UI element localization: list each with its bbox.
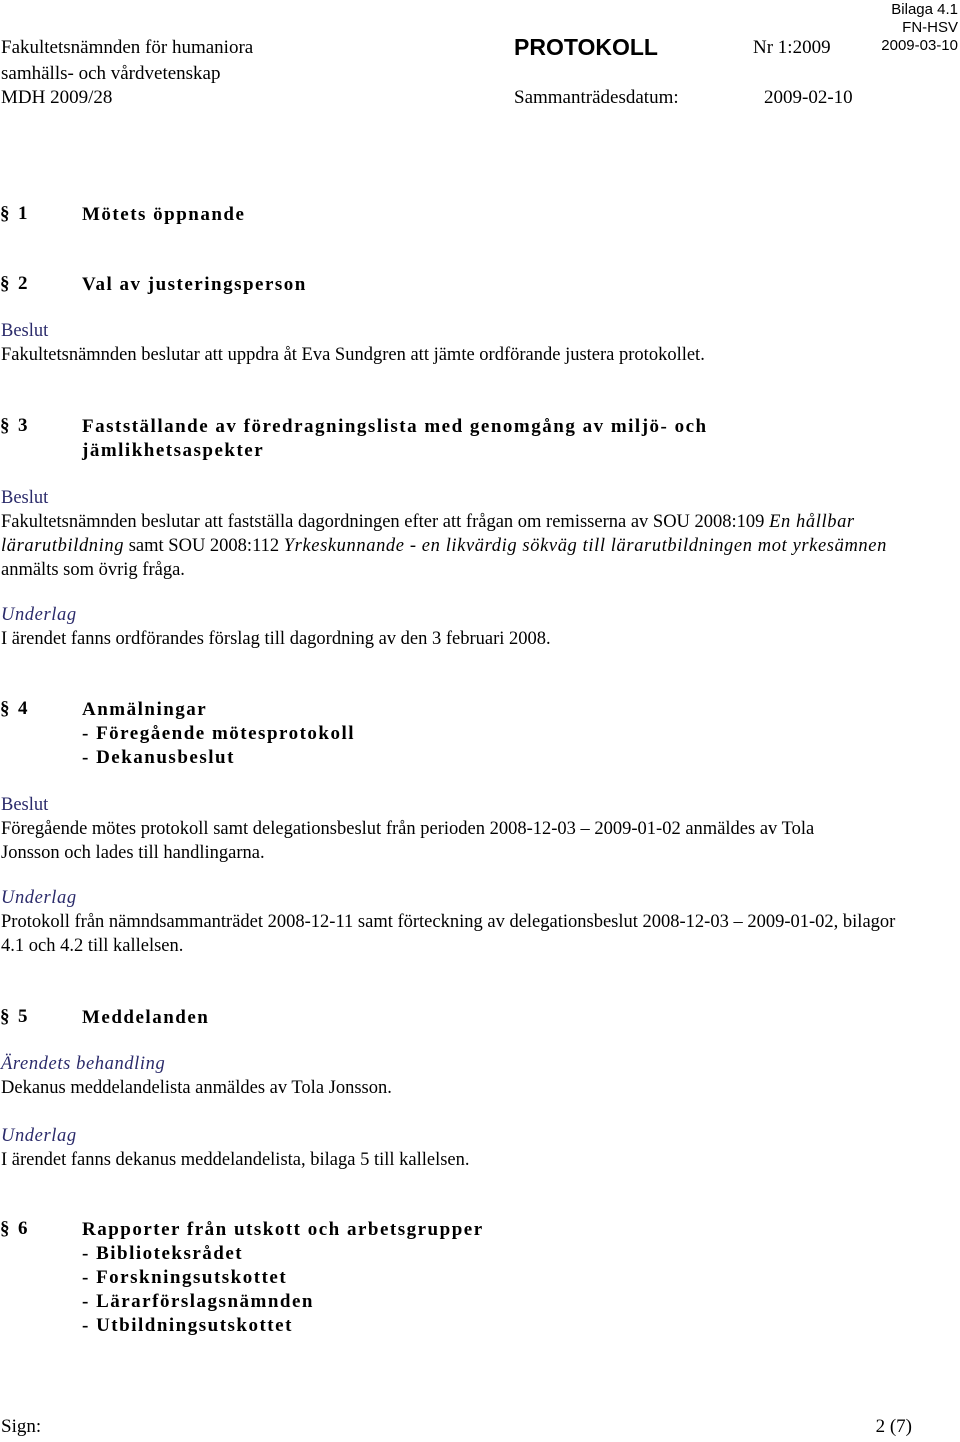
registry-number: MDH 2009/28 bbox=[1, 87, 113, 108]
section-title-line-1: Anmälningar bbox=[82, 699, 208, 720]
underlag-label: Underlag bbox=[1, 1126, 77, 1146]
section-symbol: § bbox=[0, 273, 11, 294]
underlag-label: Underlag bbox=[1, 888, 77, 908]
underlag-text: I ärendet fanns ordförandes förslag till dagordning av den 3 februari 2008. bbox=[1, 629, 551, 649]
section-symbol: § bbox=[0, 1006, 11, 1027]
section-title-line-1: Fastställande av föredragningslista med genomgång av miljö- och bbox=[82, 416, 708, 437]
section-1 bbox=[0, 203, 900, 229]
section-2-beslut bbox=[1, 319, 901, 367]
section-4 bbox=[0, 698, 900, 772]
underlag-label: Underlag bbox=[1, 605, 77, 625]
section-3-underlag bbox=[1, 603, 901, 651]
stamp-board: FN-HSV bbox=[902, 19, 958, 36]
sign-label: Sign: bbox=[1, 1416, 42, 1437]
protocol-number: Nr 1:2009 bbox=[753, 37, 831, 58]
section-4-underlag bbox=[1, 886, 901, 958]
beslut-text: Fakultetsnämnden beslutar att uppdra åt Eva Sundgren att jämte ordförande justera protokollet. bbox=[1, 345, 705, 365]
report-title-italic: Yrkeskunnande - en likvärdig sökväg till lärarutbildningen mot yrkesämnen bbox=[283, 536, 887, 556]
beslut-text: Föregående mötes protokoll samt delegationsbeslut från perioden 2008-12-03 – 2009-01-02 anmäldes av Tola Jonsson och lades till handlingarna. bbox=[1, 819, 815, 863]
beslut-text-part: anmälts som övrig fråga. bbox=[1, 560, 185, 580]
section-3 bbox=[0, 415, 900, 465]
section-2 bbox=[0, 273, 900, 299]
section-6 bbox=[0, 1218, 900, 1342]
section-3-beslut bbox=[1, 486, 901, 582]
section-title-line-2: - Biblioteksrådet bbox=[82, 1243, 244, 1264]
section-number: 2 bbox=[18, 273, 29, 294]
section-title-line-3: - Dekanusbeslut bbox=[82, 747, 235, 768]
beslut-text bbox=[1, 510, 891, 582]
section-title bbox=[82, 698, 355, 770]
behandling-text: Dekanus meddelandelista anmäldes av Tola Jonsson. bbox=[1, 1078, 392, 1098]
section-title-line-2: jämlikhetsaspekter bbox=[82, 440, 265, 461]
report-title-italic: En hållbar lärarutbildning bbox=[1, 512, 855, 556]
section-symbol: § bbox=[0, 698, 11, 719]
section-number: 6 bbox=[18, 1218, 29, 1239]
section-symbol: § bbox=[0, 1218, 11, 1239]
section-title bbox=[82, 415, 708, 463]
section-title-line-5: - Utbildningsutskottet bbox=[82, 1315, 293, 1336]
page-number: 2 (7) bbox=[875, 1416, 912, 1437]
section-number: 1 bbox=[18, 203, 29, 224]
section-4-beslut bbox=[1, 793, 901, 865]
section-title-line-3: - Forskningsutskottet bbox=[82, 1267, 288, 1288]
section-5-behandling bbox=[1, 1052, 901, 1100]
section-title bbox=[82, 1218, 484, 1338]
section-symbol: § bbox=[0, 203, 11, 224]
document-type: PROTOKOLL bbox=[514, 34, 658, 60]
beslut-label: Beslut bbox=[1, 488, 49, 508]
underlag-text: Protokoll från nämndsammanträdet 2008-12-11 samt förteckning av delegationsbeslut 2008-12-03 – 2009-01-02, bilagor 4.1 och 4.2 till kallelsen. bbox=[1, 912, 896, 956]
stamp-date: 2009-03-10 bbox=[881, 37, 958, 54]
section-number: 3 bbox=[18, 415, 29, 436]
section-title-line-2: - Föregående mötesprotokoll bbox=[82, 723, 356, 744]
beslut-text-part: samt SOU 2008:112 bbox=[124, 536, 284, 556]
meeting-date: 2009-02-10 bbox=[764, 87, 853, 108]
section-number: 5 bbox=[18, 1006, 29, 1027]
section-title-line-1: Rapporter från utskott och arbetsgrupper bbox=[82, 1219, 484, 1240]
beslut-label: Beslut bbox=[1, 795, 49, 815]
section-5 bbox=[0, 1006, 900, 1032]
beslut-text-part: Fakultetsnämnden beslutar att fastställa dagordningen efter att frågan om remisserna av SOU 2008:109 bbox=[1, 512, 770, 532]
section-number: 4 bbox=[18, 698, 29, 719]
beslut-label: Beslut bbox=[1, 321, 49, 341]
meeting-date-label: Sammanträdesdatum: bbox=[514, 87, 679, 108]
section-title: Mötets öppnande bbox=[82, 204, 246, 225]
stamp-attachment: Bilaga 4.1 bbox=[891, 1, 958, 18]
section-title-line-4: - Lärarförslagsnämnden bbox=[82, 1291, 314, 1312]
section-title: Meddelanden bbox=[82, 1007, 210, 1028]
section-symbol: § bbox=[0, 415, 11, 436]
faculty-name-line1: Fakultetsnämnden för humaniora bbox=[1, 37, 254, 58]
faculty-name-line2: samhälls- och vårdvetenskap bbox=[1, 63, 221, 84]
underlag-text: I ärendet fanns dekanus meddelandelista, bilaga 5 till kallelsen. bbox=[1, 1150, 470, 1170]
behandling-label: Ärendets behandling bbox=[1, 1054, 166, 1074]
section-title: Val av justeringsperson bbox=[82, 274, 307, 295]
section-5-underlag bbox=[1, 1124, 901, 1172]
